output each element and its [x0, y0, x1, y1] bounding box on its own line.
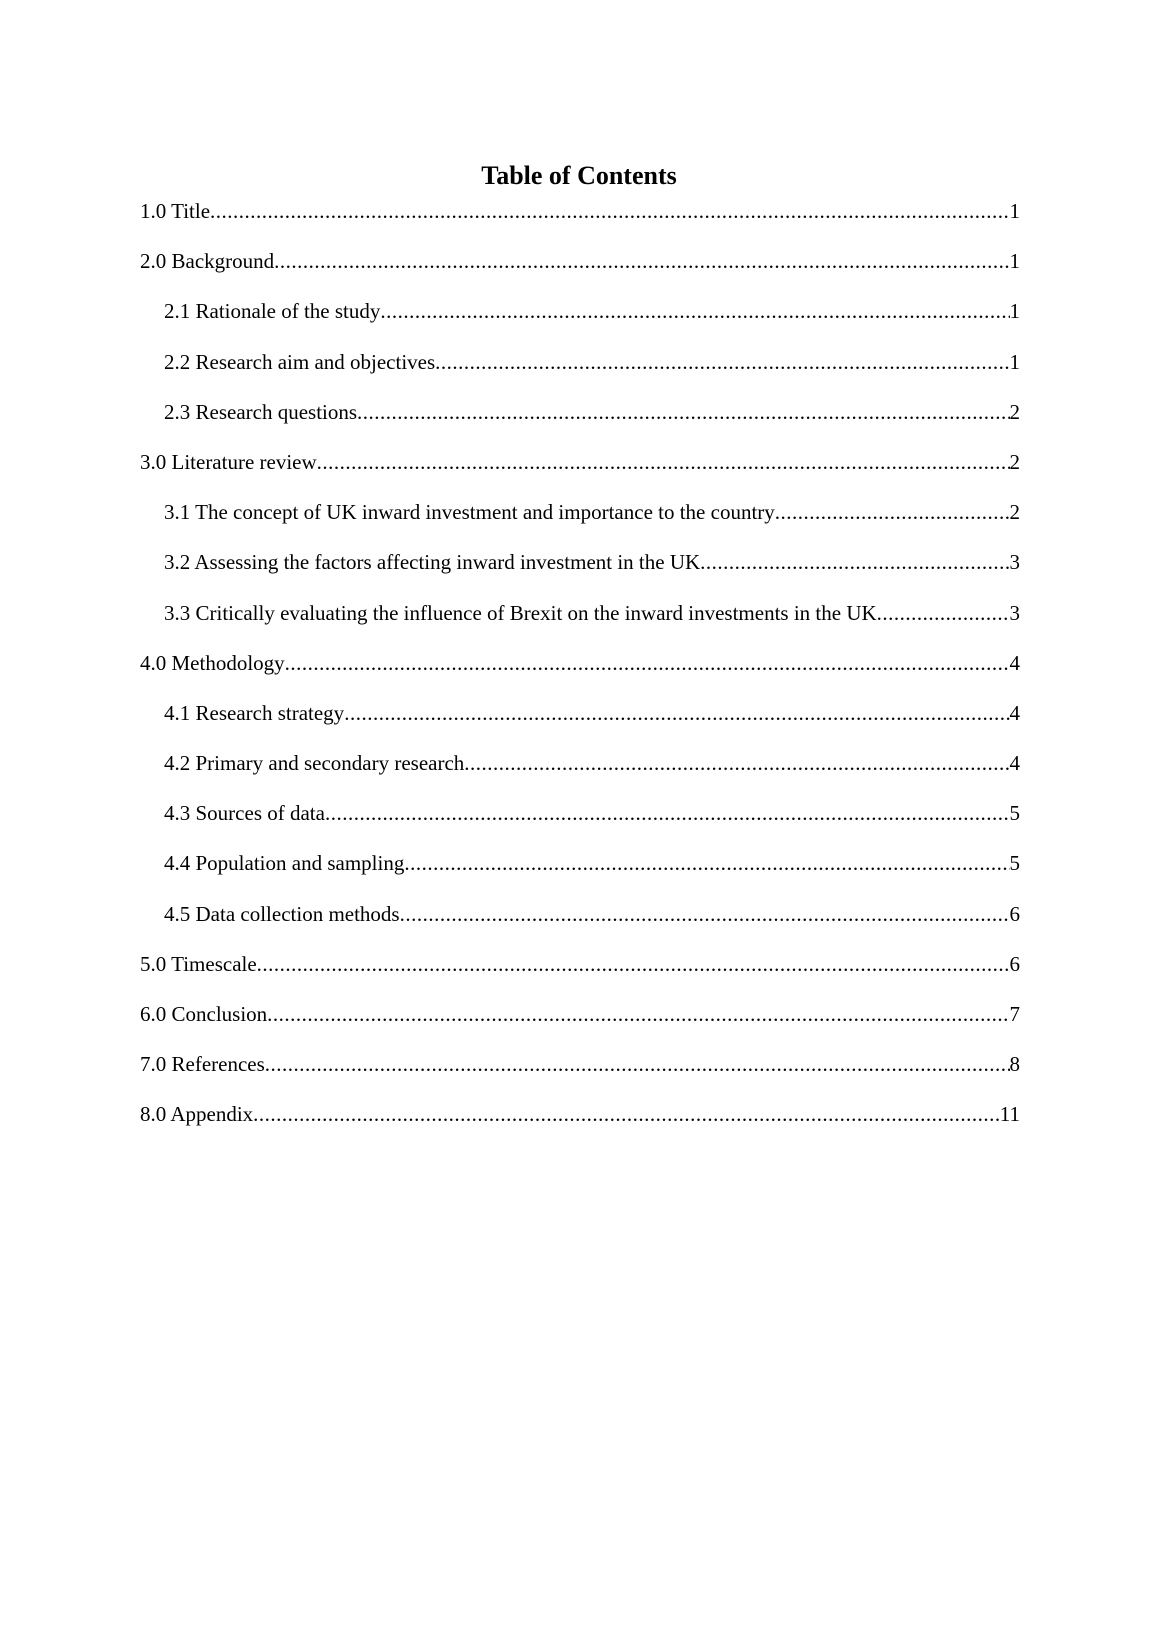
toc-entry-page: 3: [1009, 600, 1020, 625]
toc-entry-conclusion[interactable]: [140, 999, 1020, 1049]
toc-entry-page: 5: [1009, 851, 1020, 876]
toc-entry-label: 4.3 Sources of data: [164, 801, 325, 826]
dot-leader: [285, 648, 1010, 678]
toc-entry-sources-of-data[interactable]: [140, 798, 1020, 848]
toc-entry-label: 4.4 Population and sampling: [164, 851, 405, 876]
dot-leader: [357, 397, 1009, 427]
dot-leader: [274, 246, 1009, 276]
toc-entry-page: 6: [1009, 901, 1020, 926]
toc-entry-label: 4.0 Methodology: [140, 650, 285, 675]
toc-entry-methodology[interactable]: [140, 648, 1020, 698]
toc-entry-label: 3.0 Literature review: [140, 449, 317, 474]
toc-entry-research-questions[interactable]: [140, 397, 1020, 447]
toc-entry-references[interactable]: [140, 1049, 1020, 1099]
toc-entry-data-collection[interactable]: [140, 899, 1020, 949]
toc-entry-label: 1.0 Title: [140, 199, 211, 223]
toc-list: [140, 196, 1020, 1150]
toc-title: Table of Contents: [481, 161, 677, 190]
dot-leader: [435, 347, 1009, 377]
toc-entry-label: 8.0 Appendix: [140, 1102, 254, 1127]
dot-leader: [400, 899, 1010, 929]
toc-entry-primary-secondary[interactable]: [140, 748, 1020, 798]
toc-entry-research-strategy[interactable]: [140, 698, 1020, 748]
dot-leader: [380, 296, 1009, 326]
dot-leader: [267, 999, 1009, 1029]
toc-entry-page: 2: [1009, 399, 1020, 424]
toc-entry-label: 4.5 Data collection methods: [164, 901, 400, 926]
dot-leader: [265, 1049, 1010, 1079]
dot-leader: [257, 949, 1010, 979]
toc-entry-background[interactable]: [140, 246, 1020, 296]
toc-entry-label: 3.1 The concept of UK inward investment and importance to the country: [164, 500, 775, 525]
toc-entry-label: 4.1 Research strategy: [164, 700, 345, 725]
toc-entry-inward-investment-concept[interactable]: [140, 497, 1020, 547]
toc-entry-page: 7: [1009, 1002, 1020, 1026]
toc-entry-label: 4.2 Primary and secondary research: [164, 751, 465, 776]
dot-leader: [253, 1099, 1000, 1129]
toc-entry-title[interactable]: [140, 196, 1020, 246]
toc-entry-aim-objectives[interactable]: [140, 347, 1020, 397]
toc-entry-factors[interactable]: [140, 547, 1020, 597]
toc-entry-page: 1: [1009, 349, 1020, 374]
toc-entry-label: 2.0 Background: [140, 249, 275, 274]
dot-leader: [210, 196, 1009, 226]
toc-entry-label: 6.0 Conclusion: [140, 1002, 268, 1026]
toc-entry-page: 1: [1009, 199, 1020, 223]
toc-entry-page: 2: [1009, 500, 1020, 525]
toc-entry-page: 11: [999, 1102, 1020, 1127]
toc-entry-label: 5.0 Timescale: [140, 951, 257, 976]
toc-entry-page: 5: [1009, 801, 1020, 826]
dot-leader: [877, 598, 1010, 628]
toc-entry-rationale[interactable]: [140, 296, 1020, 346]
toc-entry-page: 4: [1009, 751, 1020, 776]
toc-entry-page: 1: [1009, 249, 1020, 274]
dot-leader: [775, 497, 1010, 527]
toc-entry-label: 2.1 Rationale of the study: [164, 299, 381, 324]
toc-entry-page: 4: [1009, 650, 1020, 675]
dot-leader: [464, 748, 1009, 778]
toc-entry-label: 2.2 Research aim and objectives: [164, 349, 436, 374]
dot-leader: [317, 447, 1010, 477]
dot-leader: [404, 848, 1009, 878]
toc-entry-brexit-influence[interactable]: [140, 598, 1020, 648]
toc-entry-page: 3: [1009, 550, 1020, 575]
dot-leader: [700, 547, 1009, 577]
toc-entry-page: 8: [1009, 1052, 1020, 1077]
toc-entry-timescale[interactable]: [140, 949, 1020, 999]
dot-leader: [325, 798, 1010, 828]
toc-entry-appendix[interactable]: [140, 1099, 1020, 1149]
toc-entry-page: 1: [1009, 299, 1020, 324]
toc-entry-population-sampling[interactable]: [140, 848, 1020, 898]
toc-entry-literature-review[interactable]: [140, 447, 1020, 497]
toc-entry-page: 4: [1009, 700, 1020, 725]
dot-leader: [344, 698, 1009, 728]
toc-entry-page: 6: [1009, 951, 1020, 976]
toc-entry-page: 2: [1009, 449, 1020, 474]
toc-entry-label: 7.0 References: [140, 1052, 265, 1077]
toc-entry-label: 2.3 Research questions: [164, 399, 358, 424]
toc-entry-label: 3.2 Assessing the factors affecting inward investment in the UK: [164, 550, 701, 575]
toc-entry-label: 3.3 Critically evaluating the influence of Brexit on the inward investments in the UK: [164, 600, 877, 625]
